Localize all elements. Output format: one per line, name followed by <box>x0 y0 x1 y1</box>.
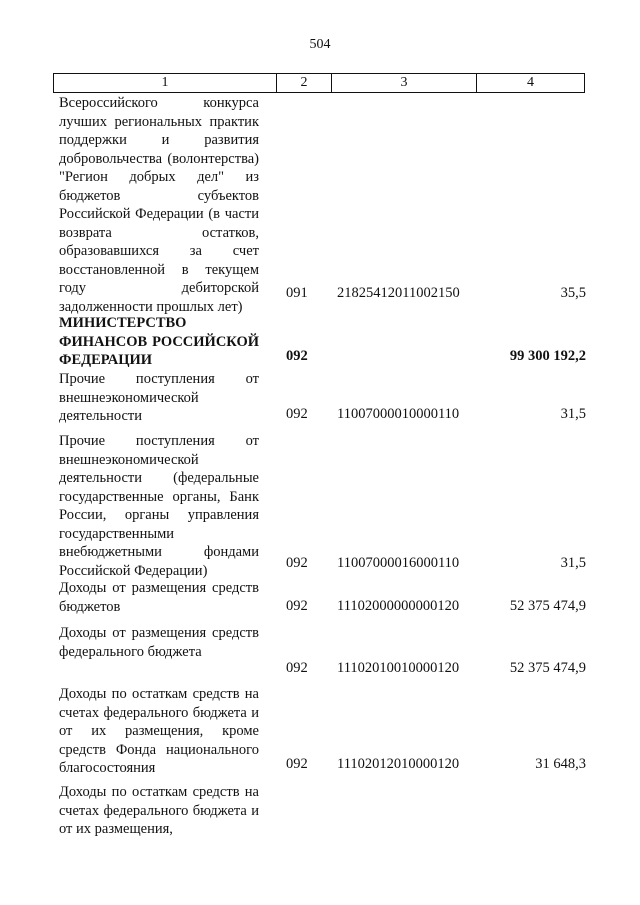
row-amount: 31,5 <box>560 406 586 422</box>
row-admin-code: 092 <box>286 555 308 571</box>
header-col-4: 4 <box>477 74 585 93</box>
row-name: Доходы по остаткам средств на счетах федерального бюджета и от их размещения, <box>59 784 259 837</box>
header-col-1: 1 <box>54 74 277 93</box>
row-name: Прочие поступления от внешнеэкономической деятельности (федеральные государственные органы, Банк России, органы управления государственными внебюджетными фондами Российской Федерации) <box>59 433 259 579</box>
row-kbk-code: 21825412011002150 <box>337 285 460 301</box>
row-admin-code: 092 <box>286 756 308 772</box>
row-amount: 31,5 <box>560 555 586 571</box>
row-admin-code: 092 <box>286 598 308 614</box>
row-admin-code: 092 <box>286 348 308 364</box>
row-amount: 99 300 192,2 <box>509 348 586 364</box>
row-kbk-code: 11007000016000110 <box>337 555 460 571</box>
row-name: Прочие поступления от внешнеэкономической деятельности <box>59 371 259 424</box>
row-admin-code: 091 <box>286 285 308 301</box>
header-col-2: 2 <box>277 74 332 93</box>
header-col-3: 3 <box>332 74 477 93</box>
row-name: Всероссийского конкурса лучших региональных практик поддержки и развития добровольчества (волонтерства) "Регион добрых дел" из бюджетов субъектов Российской Федерации (в части возврата остатков, образовавшихся за счет восстановленной в текущем году дебиторской задолженности прошлых лет) <box>59 95 259 315</box>
row-name: Доходы по остаткам средств на счетах федерального бюджета и от их размещения, кроме средств Фонда национального благосостояния <box>59 686 259 776</box>
row-amount: 31 648,3 <box>535 756 586 772</box>
row-name: МИНИСТЕРСТВО ФИНАНСОВ РОССИЙСКОЙ ФЕДЕРАЦИИ <box>59 315 259 368</box>
row-name: Доходы от размещения средств бюджетов <box>59 580 259 615</box>
row-amount: 52 375 474,9 <box>509 598 586 614</box>
row-admin-code: 092 <box>286 660 308 676</box>
row-kbk-code: 11102000000000120 <box>337 598 460 614</box>
row-amount: 35,5 <box>560 285 586 301</box>
row-amount: 52 375 474,9 <box>509 660 586 676</box>
table-header <box>53 73 585 93</box>
row-name: Доходы от размещения средств федерального бюджета <box>59 625 259 660</box>
row-admin-code: 092 <box>286 406 308 422</box>
row-kbk-code: 11102010010000120 <box>337 660 460 676</box>
row-kbk-code: 11007000010000110 <box>337 406 460 422</box>
page-number: 504 <box>309 37 331 52</box>
row-kbk-code: 11102012010000120 <box>337 756 460 772</box>
